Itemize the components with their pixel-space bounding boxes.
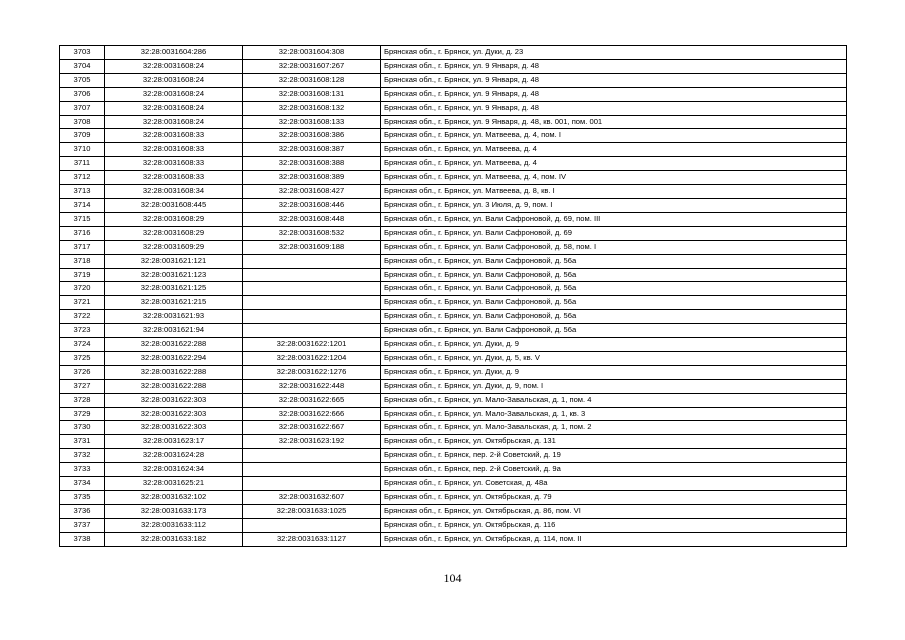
table-row xyxy=(60,185,847,199)
table-row xyxy=(60,212,847,226)
building-cadastral-number-cell xyxy=(243,518,381,532)
table-row xyxy=(60,157,847,171)
address-cell: Брянская обл., г. Брянск, ул. Дуки, д. 9, пом. I xyxy=(381,379,847,393)
table-row xyxy=(60,282,847,296)
parcel-cadastral-number-cell: 32:28:0031608:24 xyxy=(105,101,243,115)
building-cadastral-number-cell: 32:28:0031633:1025 xyxy=(243,504,381,518)
row-number-cell: 3730 xyxy=(60,421,105,435)
row-number-cell: 3734 xyxy=(60,477,105,491)
parcel-cadastral-number-cell: 32:28:0031622:288 xyxy=(105,365,243,379)
table-row xyxy=(60,435,847,449)
row-number-cell: 3707 xyxy=(60,101,105,115)
parcel-cadastral-number-cell: 32:28:0031621:121 xyxy=(105,254,243,268)
row-number-cell: 3717 xyxy=(60,240,105,254)
address-cell: Брянская обл., г. Брянск, ул. Мало-Завальская, д. 1, кв. 3 xyxy=(381,407,847,421)
table-row xyxy=(60,449,847,463)
parcel-cadastral-number-cell: 32:28:0031622:294 xyxy=(105,351,243,365)
row-number-cell: 3736 xyxy=(60,504,105,518)
row-number-cell: 3716 xyxy=(60,226,105,240)
table-row xyxy=(60,129,847,143)
address-cell: Брянская обл., г. Брянск, ул. Вали Сафроновой, д. 56а xyxy=(381,282,847,296)
address-cell: Брянская обл., г. Брянск, ул. Октябрьская, д. 86, пом. VI xyxy=(381,504,847,518)
table-row xyxy=(60,296,847,310)
row-number-cell: 3715 xyxy=(60,212,105,226)
table-row xyxy=(60,143,847,157)
building-cadastral-number-cell xyxy=(243,310,381,324)
address-cell: Брянская обл., г. Брянск, ул. Мало-Завальская, д. 1, пом. 4 xyxy=(381,393,847,407)
row-number-cell: 3733 xyxy=(60,463,105,477)
building-cadastral-number-cell xyxy=(243,324,381,338)
parcel-cadastral-number-cell: 32:28:0031608:33 xyxy=(105,157,243,171)
address-cell: Брянская обл., г. Брянск, ул. Дуки, д. 9 xyxy=(381,365,847,379)
parcel-cadastral-number-cell: 32:28:0031622:303 xyxy=(105,407,243,421)
row-number-cell: 3712 xyxy=(60,171,105,185)
table-row xyxy=(60,421,847,435)
address-cell: Брянская обл., г. Брянск, ул. 3 Июля, д. 9, пом. I xyxy=(381,198,847,212)
row-number-cell: 3711 xyxy=(60,157,105,171)
building-cadastral-number-cell xyxy=(243,463,381,477)
parcel-cadastral-number-cell: 32:28:0031609:29 xyxy=(105,240,243,254)
building-cadastral-number-cell: 32:28:0031608:448 xyxy=(243,212,381,226)
row-number-cell: 3704 xyxy=(60,59,105,73)
address-cell: Брянская обл., г. Брянск, ул. Матвеева, д. 4, пом. IV xyxy=(381,171,847,185)
building-cadastral-number-cell: 32:28:0031608:532 xyxy=(243,226,381,240)
table-row xyxy=(60,73,847,87)
row-number-cell: 3726 xyxy=(60,365,105,379)
table-row xyxy=(60,310,847,324)
building-cadastral-number-cell: 32:28:0031622:1276 xyxy=(243,365,381,379)
parcel-cadastral-number-cell: 32:28:0031632:102 xyxy=(105,491,243,505)
parcel-cadastral-number-cell: 32:28:0031621:123 xyxy=(105,268,243,282)
address-cell: Брянская обл., г. Брянск, ул. Вали Сафроновой, д. 56а xyxy=(381,268,847,282)
row-number-cell: 3703 xyxy=(60,46,105,60)
row-number-cell: 3735 xyxy=(60,491,105,505)
table-row xyxy=(60,87,847,101)
address-cell: Брянская обл., г. Брянск, ул. Матвеева, д. 4 xyxy=(381,143,847,157)
row-number-cell: 3718 xyxy=(60,254,105,268)
address-cell: Брянская обл., г. Брянск, ул. Дуки, д. 9 xyxy=(381,338,847,352)
building-cadastral-number-cell: 32:28:0031604:308 xyxy=(243,46,381,60)
building-cadastral-number-cell: 32:28:0031633:1127 xyxy=(243,532,381,546)
row-number-cell: 3738 xyxy=(60,532,105,546)
address-cell: Брянская обл., г. Брянск, ул. Вали Сафроновой, д. 56а xyxy=(381,254,847,268)
parcel-cadastral-number-cell: 32:28:0031608:29 xyxy=(105,226,243,240)
address-cell: Брянская обл., г. Брянск, ул. 9 Января, д. 48 xyxy=(381,101,847,115)
parcel-cadastral-number-cell: 32:28:0031621:125 xyxy=(105,282,243,296)
parcel-cadastral-number-cell: 32:28:0031633:182 xyxy=(105,532,243,546)
address-cell: Брянская обл., г. Брянск, ул. Октябрьская, д. 116 xyxy=(381,518,847,532)
table-row xyxy=(60,407,847,421)
building-cadastral-number-cell: 32:28:0031608:131 xyxy=(243,87,381,101)
row-number-cell: 3723 xyxy=(60,324,105,338)
parcel-cadastral-number-cell: 32:28:0031622:303 xyxy=(105,393,243,407)
address-cell: Брянская обл., г. Брянск, ул. Матвеева, д. 8, кв. I xyxy=(381,185,847,199)
table-row xyxy=(60,532,847,546)
address-cell: Брянская обл., г. Брянск, ул. Вали Сафроновой, д. 56а xyxy=(381,324,847,338)
row-number-cell: 3725 xyxy=(60,351,105,365)
address-cell: Брянская обл., г. Брянск, ул. Вали Сафроновой, д. 58, пом. I xyxy=(381,240,847,254)
building-cadastral-number-cell: 32:28:0031608:386 xyxy=(243,129,381,143)
address-cell: Брянская обл., г. Брянск, ул. Дуки, д. 23 xyxy=(381,46,847,60)
address-cell: Брянская обл., г. Брянск, ул. Матвеева, д. 4, пом. I xyxy=(381,129,847,143)
row-number-cell: 3727 xyxy=(60,379,105,393)
building-cadastral-number-cell xyxy=(243,449,381,463)
address-cell: Брянская обл., г. Брянск, ул. Вали Сафроновой, д. 56а xyxy=(381,296,847,310)
row-number-cell: 3732 xyxy=(60,449,105,463)
row-number-cell: 3719 xyxy=(60,268,105,282)
building-cadastral-number-cell: 32:28:0031622:666 xyxy=(243,407,381,421)
address-cell: Брянская обл., г. Брянск, ул. Вали Сафроновой, д. 69 xyxy=(381,226,847,240)
row-number-cell: 3709 xyxy=(60,129,105,143)
parcel-cadastral-number-cell: 32:28:0031623:17 xyxy=(105,435,243,449)
building-cadastral-number-cell: 32:28:0031608:388 xyxy=(243,157,381,171)
row-number-cell: 3724 xyxy=(60,338,105,352)
table-row xyxy=(60,254,847,268)
address-cell: Брянская обл., г. Брянск, ул. 9 Января, д. 48, кв. 001, пом. 001 xyxy=(381,115,847,129)
address-cell: Брянская обл., г. Брянск, ул. Дуки, д. 5, кв. V xyxy=(381,351,847,365)
parcel-cadastral-number-cell: 32:28:0031608:34 xyxy=(105,185,243,199)
building-cadastral-number-cell xyxy=(243,254,381,268)
address-cell: Брянская обл., г. Брянск, ул. Вали Сафроновой, д. 69, пом. III xyxy=(381,212,847,226)
row-number-cell: 3721 xyxy=(60,296,105,310)
table-row xyxy=(60,351,847,365)
parcel-cadastral-number-cell: 32:28:0031622:303 xyxy=(105,421,243,435)
building-cadastral-number-cell: 32:28:0031622:665 xyxy=(243,393,381,407)
parcel-cadastral-number-cell: 32:28:0031633:112 xyxy=(105,518,243,532)
parcel-cadastral-number-cell: 32:28:0031625:21 xyxy=(105,477,243,491)
table-row xyxy=(60,101,847,115)
building-cadastral-number-cell: 32:28:0031622:1204 xyxy=(243,351,381,365)
building-cadastral-number-cell: 32:28:0031632:607 xyxy=(243,491,381,505)
parcel-cadastral-number-cell: 32:28:0031604:286 xyxy=(105,46,243,60)
building-cadastral-number-cell: 32:28:0031608:446 xyxy=(243,198,381,212)
table-row xyxy=(60,504,847,518)
parcel-cadastral-number-cell: 32:28:0031624:28 xyxy=(105,449,243,463)
row-number-cell: 3722 xyxy=(60,310,105,324)
building-cadastral-number-cell xyxy=(243,296,381,310)
address-cell: Брянская обл., г. Брянск, ул. 9 Января, д. 48 xyxy=(381,59,847,73)
parcel-cadastral-number-cell: 32:28:0031608:24 xyxy=(105,73,243,87)
parcel-cadastral-number-cell: 32:28:0031608:24 xyxy=(105,59,243,73)
address-cell: Брянская обл., г. Брянск, ул. Октябрьская, д. 131 xyxy=(381,435,847,449)
address-cell: Брянская обл., г. Брянск, пер. 2-й Советский, д. 9а xyxy=(381,463,847,477)
building-cadastral-number-cell xyxy=(243,282,381,296)
row-number-cell: 3713 xyxy=(60,185,105,199)
building-cadastral-number-cell: 32:28:0031607:267 xyxy=(243,59,381,73)
parcel-cadastral-number-cell: 32:28:0031624:34 xyxy=(105,463,243,477)
row-number-cell: 3710 xyxy=(60,143,105,157)
address-cell: Брянская обл., г. Брянск, ул. Советская, д. 48а xyxy=(381,477,847,491)
parcel-cadastral-number-cell: 32:28:0031621:93 xyxy=(105,310,243,324)
parcel-cadastral-number-cell: 32:28:0031608:33 xyxy=(105,143,243,157)
parcel-cadastral-number-cell: 32:28:0031608:24 xyxy=(105,115,243,129)
row-number-cell: 3705 xyxy=(60,73,105,87)
address-cell: Брянская обл., г. Брянск, ул. Октябрьская, д. 79 xyxy=(381,491,847,505)
registry-table-body xyxy=(60,46,847,547)
parcel-cadastral-number-cell: 32:28:0031608:445 xyxy=(105,198,243,212)
row-number-cell: 3731 xyxy=(60,435,105,449)
parcel-cadastral-number-cell: 32:28:0031622:288 xyxy=(105,379,243,393)
row-number-cell: 3714 xyxy=(60,198,105,212)
building-cadastral-number-cell xyxy=(243,477,381,491)
building-cadastral-number-cell: 32:28:0031608:427 xyxy=(243,185,381,199)
building-cadastral-number-cell: 32:28:0031622:448 xyxy=(243,379,381,393)
table-row xyxy=(60,324,847,338)
page-number: 104 xyxy=(443,571,462,585)
building-cadastral-number-cell xyxy=(243,268,381,282)
building-cadastral-number-cell: 32:28:0031609:188 xyxy=(243,240,381,254)
parcel-cadastral-number-cell: 32:28:0031622:288 xyxy=(105,338,243,352)
address-cell: Брянская обл., г. Брянск, ул. Матвеева, д. 4 xyxy=(381,157,847,171)
table-row xyxy=(60,393,847,407)
building-cadastral-number-cell: 32:28:0031623:192 xyxy=(243,435,381,449)
building-cadastral-number-cell: 32:28:0031622:667 xyxy=(243,421,381,435)
table-row xyxy=(60,491,847,505)
address-cell: Брянская обл., г. Брянск, ул. 9 Января, д. 48 xyxy=(381,73,847,87)
row-number-cell: 3729 xyxy=(60,407,105,421)
address-cell: Брянская обл., г. Брянск, пер. 2-й Советский, д. 19 xyxy=(381,449,847,463)
table-row xyxy=(60,46,847,60)
parcel-cadastral-number-cell: 32:28:0031608:33 xyxy=(105,129,243,143)
row-number-cell: 3737 xyxy=(60,518,105,532)
table-row xyxy=(60,338,847,352)
table-row xyxy=(60,268,847,282)
table-row xyxy=(60,226,847,240)
table-row xyxy=(60,59,847,73)
row-number-cell: 3728 xyxy=(60,393,105,407)
address-cell: Брянская обл., г. Брянск, ул. Октябрьская, д. 114, пом. II xyxy=(381,532,847,546)
address-cell: Брянская обл., г. Брянск, ул. Мало-Завальская, д. 1, пом. 2 xyxy=(381,421,847,435)
table-row xyxy=(60,379,847,393)
table-row xyxy=(60,240,847,254)
row-number-cell: 3708 xyxy=(60,115,105,129)
building-cadastral-number-cell: 32:28:0031608:133 xyxy=(243,115,381,129)
row-number-cell: 3720 xyxy=(60,282,105,296)
parcel-cadastral-number-cell: 32:28:0031608:29 xyxy=(105,212,243,226)
table-row xyxy=(60,463,847,477)
parcel-cadastral-number-cell: 32:28:0031608:33 xyxy=(105,171,243,185)
address-cell: Брянская обл., г. Брянск, ул. Вали Сафроновой, д. 56а xyxy=(381,310,847,324)
table-row xyxy=(60,365,847,379)
table-row xyxy=(60,477,847,491)
parcel-cadastral-number-cell: 32:28:0031621:94 xyxy=(105,324,243,338)
building-cadastral-number-cell: 32:28:0031608:128 xyxy=(243,73,381,87)
table-row xyxy=(60,115,847,129)
parcel-cadastral-number-cell: 32:28:0031633:173 xyxy=(105,504,243,518)
building-cadastral-number-cell: 32:28:0031608:389 xyxy=(243,171,381,185)
parcel-cadastral-number-cell: 32:28:0031621:215 xyxy=(105,296,243,310)
row-number-cell: 3706 xyxy=(60,87,105,101)
parcel-cadastral-number-cell: 32:28:0031608:24 xyxy=(105,87,243,101)
address-cell: Брянская обл., г. Брянск, ул. 9 Января, д. 48 xyxy=(381,87,847,101)
table-row xyxy=(60,171,847,185)
building-cadastral-number-cell: 32:28:0031608:387 xyxy=(243,143,381,157)
building-cadastral-number-cell: 32:28:0031622:1201 xyxy=(243,338,381,352)
table-row xyxy=(60,518,847,532)
building-cadastral-number-cell: 32:28:0031608:132 xyxy=(243,101,381,115)
property-registry-table xyxy=(59,45,847,547)
table-row xyxy=(60,198,847,212)
